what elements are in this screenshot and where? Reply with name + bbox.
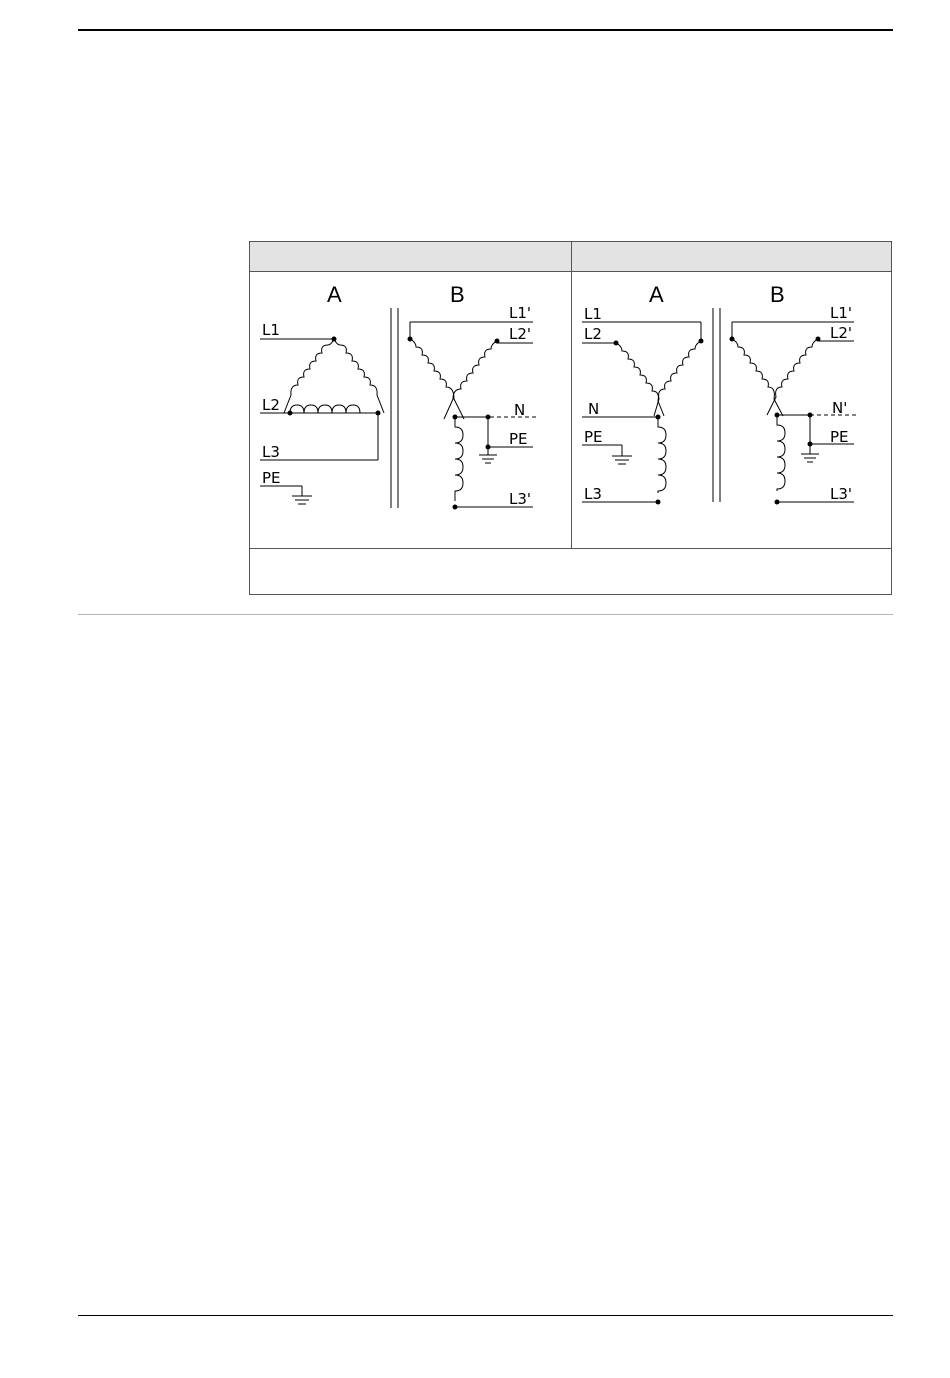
right-label-l2p: L2' (830, 324, 853, 342)
left-primary-title: A (327, 282, 342, 307)
right-label-n: N (588, 400, 600, 418)
left-secondary-title: B (450, 282, 465, 307)
left-label-l1: L1 (262, 321, 280, 339)
right-label-np: N' (832, 399, 848, 417)
right-core (713, 308, 720, 502)
right-secondary-title: B (770, 282, 785, 307)
right-label-l1p: L1' (830, 304, 853, 322)
left-core (391, 308, 398, 508)
right-primary-title: A (649, 282, 664, 307)
table-header-right (572, 242, 891, 272)
left-label-l3: L3 (262, 443, 280, 461)
table-header-left (250, 242, 572, 272)
header-rule (78, 29, 893, 31)
left-label-l2p: L2' (509, 325, 532, 343)
left-label-l3p: L3' (509, 490, 532, 508)
right-label-l2: L2 (584, 325, 602, 343)
left-label-n: N (514, 401, 526, 419)
caption-row (250, 548, 891, 594)
left-label-l2: L2 (262, 396, 280, 414)
right-label-pe-a: PE (584, 428, 603, 446)
left-label-l1p: L1' (509, 304, 532, 322)
right-label-l3: L3 (584, 485, 602, 503)
footer-rule (78, 1315, 893, 1316)
figure-table (249, 241, 892, 595)
right-label-l3p: L3' (830, 485, 853, 503)
right-wye-primary (582, 322, 701, 502)
right-label-pe-b: PE (830, 428, 849, 446)
transformer-diagrams (250, 272, 891, 548)
left-label-pe-a: PE (262, 469, 281, 487)
left-label-pe-b: PE (509, 430, 528, 448)
section-divider (78, 614, 893, 615)
junction-dots (288, 337, 821, 510)
right-label-l1: L1 (584, 305, 602, 323)
